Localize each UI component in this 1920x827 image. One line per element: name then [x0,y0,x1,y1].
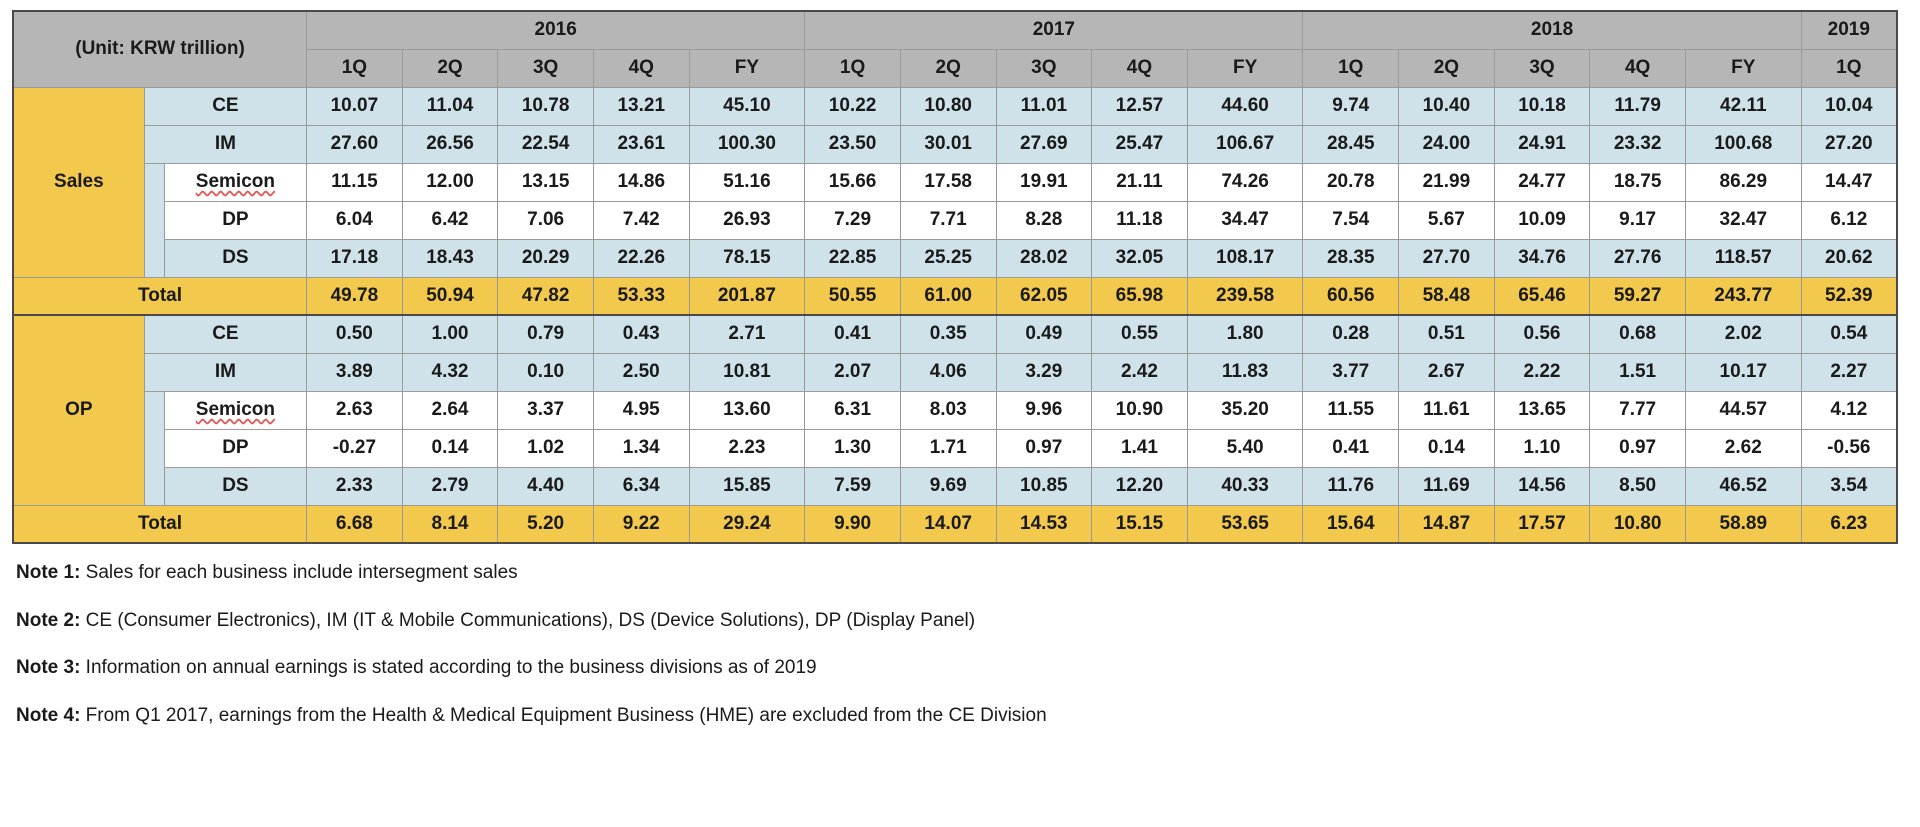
cell-op-im-2016-2q: 4.32 [402,353,498,391]
cell-sales-dp-2018-4q: 9.17 [1590,201,1686,239]
period-2016-4q: 4Q [593,49,689,87]
cell-op-total-2016-2q: 8.14 [402,505,498,543]
cell-sales-ce-2016-1q: 10.07 [307,87,403,125]
cell-op-total-2017-2q: 14.07 [900,505,996,543]
cell-sales-im-2016-fy: 100.30 [689,125,805,163]
cell-sales-semicon-2019-1q: 14.47 [1801,163,1897,201]
cell-sales-dp-2017-4q: 11.18 [1092,201,1188,239]
note-3-text: Information on annual earnings is stated according to the business divisions as of 2019 [80,657,817,679]
cell-sales-ce-2016-3q: 10.78 [498,87,594,125]
cell-op-total-2018-2q: 14.87 [1399,505,1495,543]
cell-op-im-2019-1q: 2.27 [1801,353,1897,391]
row-label-op-im: IM [144,353,306,391]
cell-op-dp-2018-2q: 0.14 [1399,429,1495,467]
cell-op-total-2019-1q: 6.23 [1801,505,1897,543]
cell-op-semicon-2016-3q: 3.37 [498,391,594,429]
cell-op-semicon-2017-1q: 6.31 [805,391,901,429]
cell-op-semicon-2016-4q: 4.95 [593,391,689,429]
cell-op-im-2017-1q: 2.07 [805,353,901,391]
cell-op-total-2016-1q: 6.68 [307,505,403,543]
cell-op-total-2018-1q: 15.64 [1303,505,1399,543]
cell-op-semicon-2018-fy: 44.57 [1685,391,1801,429]
cell-sales-ce-2017-1q: 10.22 [805,87,901,125]
cell-sales-total-2016-3q: 47.82 [498,277,594,315]
cell-sales-total-2017-2q: 61.00 [900,277,996,315]
note-4-label: Note 4: [16,704,81,726]
cell-sales-ce-2016-fy: 45.10 [689,87,805,125]
cell-op-ce-2017-4q: 0.55 [1092,315,1188,353]
cell-op-im-2017-3q: 3.29 [996,353,1092,391]
cell-op-dp-2019-1q: -0.56 [1801,429,1897,467]
cell-op-dp-2018-4q: 0.97 [1590,429,1686,467]
cell-sales-ds-2016-fy: 78.15 [689,239,805,277]
period-2018-1q: 1Q [1303,49,1399,87]
cell-op-semicon-2016-1q: 2.63 [307,391,403,429]
cell-op-ds-2016-2q: 2.79 [402,467,498,505]
row-label-sales-ce: CE [144,87,306,125]
cell-op-ce-2017-3q: 0.49 [996,315,1092,353]
note-1-label: Note 1: [16,562,81,583]
table-body [13,87,1897,543]
cell-sales-ds-2018-2q: 27.70 [1399,239,1495,277]
cell-sales-im-2018-3q: 24.91 [1494,125,1590,163]
cell-op-semicon-2018-4q: 7.77 [1590,391,1686,429]
cell-sales-semicon-2016-4q: 14.86 [593,163,689,201]
cell-op-im-2017-2q: 4.06 [900,353,996,391]
cell-op-ce-2017-2q: 0.35 [900,315,996,353]
period-2017-fy: FY [1187,49,1303,87]
cell-sales-total-2018-4q: 59.27 [1590,277,1686,315]
cell-sales-semicon-2018-fy: 86.29 [1685,163,1801,201]
cell-sales-semicon-2017-1q: 15.66 [805,163,901,201]
cell-op-im-2018-1q: 3.77 [1303,353,1399,391]
cell-op-ds-2016-fy: 15.85 [689,467,805,505]
cell-sales-ce-2018-4q: 11.79 [1590,87,1686,125]
cell-op-dp-2018-1q: 0.41 [1303,429,1399,467]
note-2 [16,608,1898,634]
cell-sales-total-2017-4q: 65.98 [1092,277,1188,315]
cell-op-im-2017-4q: 2.42 [1092,353,1188,391]
cell-sales-dp-2016-1q: 6.04 [307,201,403,239]
cell-op-total-2018-3q: 17.57 [1494,505,1590,543]
period-2017-3q: 3Q [996,49,1092,87]
table-row-total-sales [13,277,1897,315]
cell-sales-dp-2019-1q: 6.12 [1801,201,1897,239]
cell-op-semicon-2017-fy: 35.20 [1187,391,1303,429]
cell-sales-ce-2018-3q: 10.18 [1494,87,1590,125]
cell-sales-ce-2016-2q: 11.04 [402,87,498,125]
cell-sales-total-2019-1q: 52.39 [1801,277,1897,315]
cell-op-dp-2017-fy: 5.40 [1187,429,1303,467]
cell-op-total-2018-fy: 58.89 [1685,505,1801,543]
cell-sales-dp-2017-3q: 8.28 [996,201,1092,239]
cell-sales-ce-2017-4q: 12.57 [1092,87,1188,125]
cell-sales-ds-2017-fy: 108.17 [1187,239,1303,277]
cell-sales-dp-2016-2q: 6.42 [402,201,498,239]
cell-sales-total-2018-fy: 243.77 [1685,277,1801,315]
cell-sales-ds-2016-1q: 17.18 [307,239,403,277]
cell-op-dp-2016-2q: 0.14 [402,429,498,467]
cell-op-ds-2018-4q: 8.50 [1590,467,1686,505]
cell-op-semicon-2019-1q: 4.12 [1801,391,1897,429]
cell-sales-dp-2017-1q: 7.29 [805,201,901,239]
table-row [13,429,1897,467]
cell-op-semicon-2018-3q: 13.65 [1494,391,1590,429]
period-2017-2q: 2Q [900,49,996,87]
cell-sales-ce-2018-1q: 9.74 [1303,87,1399,125]
cell-op-dp-2017-1q: 1.30 [805,429,901,467]
cell-op-dp-2016-3q: 1.02 [498,429,594,467]
table-row-total-op [13,505,1897,543]
period-2018-2q: 2Q [1399,49,1495,87]
cell-sales-semicon-2017-3q: 19.91 [996,163,1092,201]
row-label-op-semicon: Semicon [164,391,306,429]
year-header-2016: 2016 [307,11,805,49]
table-row [13,315,1897,353]
cell-op-im-2018-3q: 2.22 [1494,353,1590,391]
note-2-label: Note 2: [16,609,81,631]
cell-sales-im-2016-1q: 27.60 [307,125,403,163]
section-label-op: OP [13,315,144,505]
row-label-op-dp: DP [164,429,306,467]
cell-op-total-2018-4q: 10.80 [1590,505,1686,543]
cell-op-ce-2018-2q: 0.51 [1399,315,1495,353]
cell-op-ce-2016-2q: 1.00 [402,315,498,353]
cell-sales-total-2016-1q: 49.78 [307,277,403,315]
cell-sales-ce-2016-4q: 13.21 [593,87,689,125]
cell-sales-im-2016-4q: 23.61 [593,125,689,163]
cell-sales-semicon-2018-1q: 20.78 [1303,163,1399,201]
period-2019-1q: 1Q [1801,49,1897,87]
cell-op-dp-2016-1q: -0.27 [307,429,403,467]
cell-sales-im-2018-1q: 28.45 [1303,125,1399,163]
cell-op-ds-2017-2q: 9.69 [900,467,996,505]
note-4 [16,703,1898,729]
cell-sales-im-2016-2q: 26.56 [402,125,498,163]
cell-sales-dp-2018-2q: 5.67 [1399,201,1495,239]
cell-op-im-2018-4q: 1.51 [1590,353,1686,391]
cell-op-total-2017-fy: 53.65 [1187,505,1303,543]
cell-op-im-2016-1q: 3.89 [307,353,403,391]
note-1-text: Sales for each business include intersegment sales [80,562,518,583]
table-row [13,353,1897,391]
note-4-text: From Q1 2017, earnings from the Health & Medical Equipment Business (HME) are excluded from the CE Division [80,704,1047,726]
cell-op-ce-2016-3q: 0.79 [498,315,594,353]
cell-sales-ds-2018-3q: 34.76 [1494,239,1590,277]
cell-op-im-2017-fy: 11.83 [1187,353,1303,391]
cell-op-semicon-2016-fy: 13.60 [689,391,805,429]
cell-sales-dp-2017-fy: 34.47 [1187,201,1303,239]
cell-sales-im-2017-1q: 23.50 [805,125,901,163]
cell-op-dp-2016-fy: 2.23 [689,429,805,467]
cell-sales-total-2018-2q: 58.48 [1399,277,1495,315]
cell-op-ds-2018-2q: 11.69 [1399,467,1495,505]
cell-sales-im-2017-4q: 25.47 [1092,125,1188,163]
cell-sales-im-2018-2q: 24.00 [1399,125,1495,163]
cell-op-ce-2017-1q: 0.41 [805,315,901,353]
cell-sales-dp-2018-fy: 32.47 [1685,201,1801,239]
cell-sales-ce-2017-3q: 11.01 [996,87,1092,125]
cell-sales-ds-2016-3q: 20.29 [498,239,594,277]
cell-sales-dp-2018-1q: 7.54 [1303,201,1399,239]
cell-op-ce-2018-1q: 0.28 [1303,315,1399,353]
table-header [13,11,1897,87]
cell-sales-dp-2016-4q: 7.42 [593,201,689,239]
cell-sales-semicon-2016-fy: 51.16 [689,163,805,201]
year-header-2018: 2018 [1303,11,1801,49]
cell-op-ce-2016-fy: 2.71 [689,315,805,353]
cell-op-ds-2018-fy: 46.52 [1685,467,1801,505]
cell-op-ce-2018-4q: 0.68 [1590,315,1686,353]
cell-op-ds-2017-fy: 40.33 [1187,467,1303,505]
cell-sales-im-2016-3q: 22.54 [498,125,594,163]
section-label-sales: Sales [13,87,144,277]
cell-sales-im-2017-3q: 27.69 [996,125,1092,163]
cell-sales-im-2019-1q: 27.20 [1801,125,1897,163]
cell-sales-semicon-2017-fy: 74.26 [1187,163,1303,201]
cell-sales-semicon-2017-4q: 21.11 [1092,163,1188,201]
note-2-text: CE (Consumer Electronics), IM (IT & Mobile Communications), DS (Device Solutions), DP (Display Panel) [80,609,976,631]
period-2017-4q: 4Q [1092,49,1188,87]
cell-sales-dp-2018-3q: 10.09 [1494,201,1590,239]
cell-op-ds-2017-3q: 10.85 [996,467,1092,505]
cell-op-ce-2019-1q: 0.54 [1801,315,1897,353]
cell-sales-ds-2016-2q: 18.43 [402,239,498,277]
cell-op-ce-2017-fy: 1.80 [1187,315,1303,353]
period-2016-1q: 1Q [307,49,403,87]
cell-sales-semicon-2016-3q: 13.15 [498,163,594,201]
row-label-sales-im: IM [144,125,306,163]
cell-op-dp-2017-3q: 0.97 [996,429,1092,467]
cell-op-total-2017-3q: 14.53 [996,505,1092,543]
cell-sales-total-2017-fy: 239.58 [1187,277,1303,315]
cell-sales-im-2018-4q: 23.32 [1590,125,1686,163]
cell-op-total-2017-1q: 9.90 [805,505,901,543]
cell-op-ds-2018-3q: 14.56 [1494,467,1590,505]
notes-section [12,560,1898,729]
cell-sales-im-2018-fy: 100.68 [1685,125,1801,163]
note-3-label: Note 3: [16,657,81,679]
cell-sales-ce-2018-2q: 10.40 [1399,87,1495,125]
cell-op-dp-2016-4q: 1.34 [593,429,689,467]
cell-sales-ds-2018-1q: 28.35 [1303,239,1399,277]
cell-sales-semicon-2016-2q: 12.00 [402,163,498,201]
cell-op-ds-2016-4q: 6.34 [593,467,689,505]
cell-sales-im-2017-2q: 30.01 [900,125,996,163]
cell-op-dp-2017-2q: 1.71 [900,429,996,467]
period-2017-1q: 1Q [805,49,901,87]
cell-sales-total-2017-3q: 62.05 [996,277,1092,315]
note-1 [16,560,1898,586]
row-label-op-ds: DS [164,467,306,505]
cell-op-semicon-2017-4q: 10.90 [1092,391,1188,429]
table-row [13,87,1897,125]
cell-op-ce-2016-1q: 0.50 [307,315,403,353]
period-2016-2q: 2Q [402,49,498,87]
ds-group-spacer [144,163,164,277]
cell-op-im-2016-3q: 0.10 [498,353,594,391]
cell-sales-dp-2016-3q: 7.06 [498,201,594,239]
cell-op-ds-2019-1q: 3.54 [1801,467,1897,505]
cell-sales-im-2017-fy: 106.67 [1187,125,1303,163]
row-label-op-total: Total [13,505,307,543]
cell-sales-ce-2017-fy: 44.60 [1187,87,1303,125]
cell-sales-total-2016-2q: 50.94 [402,277,498,315]
note-3 [16,655,1898,681]
cell-op-ce-2018-3q: 0.56 [1494,315,1590,353]
cell-op-semicon-2018-2q: 11.61 [1399,391,1495,429]
table-row [13,125,1897,163]
cell-op-ds-2016-3q: 4.40 [498,467,594,505]
cell-sales-ds-2017-2q: 25.25 [900,239,996,277]
cell-op-semicon-2016-2q: 2.64 [402,391,498,429]
cell-sales-total-2018-1q: 60.56 [1303,277,1399,315]
year-header-2019: 2019 [1801,11,1897,49]
header-row-years [13,11,1897,49]
cell-op-semicon-2017-2q: 8.03 [900,391,996,429]
cell-op-ce-2018-fy: 2.02 [1685,315,1801,353]
cell-sales-ce-2019-1q: 10.04 [1801,87,1897,125]
period-2018-fy: FY [1685,49,1801,87]
cell-sales-ds-2018-4q: 27.76 [1590,239,1686,277]
table-row [13,239,1897,277]
cell-op-dp-2018-3q: 1.10 [1494,429,1590,467]
cell-op-im-2018-fy: 10.17 [1685,353,1801,391]
cell-sales-ce-2017-2q: 10.80 [900,87,996,125]
cell-sales-dp-2016-fy: 26.93 [689,201,805,239]
ds-group-spacer-op [144,391,164,505]
cell-op-ds-2016-1q: 2.33 [307,467,403,505]
cell-op-semicon-2017-3q: 9.96 [996,391,1092,429]
cell-sales-semicon-2016-1q: 11.15 [307,163,403,201]
cell-op-semicon-2018-1q: 11.55 [1303,391,1399,429]
cell-sales-semicon-2018-2q: 21.99 [1399,163,1495,201]
period-2016-3q: 3Q [498,49,594,87]
cell-sales-ds-2018-fy: 118.57 [1685,239,1801,277]
cell-op-total-2016-fy: 29.24 [689,505,805,543]
cell-op-total-2017-4q: 15.15 [1092,505,1188,543]
cell-op-dp-2018-fy: 2.62 [1685,429,1801,467]
cell-op-total-2016-4q: 9.22 [593,505,689,543]
cell-sales-ce-2018-fy: 42.11 [1685,87,1801,125]
quarterly-earnings-table [12,10,1898,544]
cell-op-ds-2017-1q: 7.59 [805,467,901,505]
table-row [13,201,1897,239]
cell-sales-dp-2017-2q: 7.71 [900,201,996,239]
cell-sales-semicon-2018-4q: 18.75 [1590,163,1686,201]
cell-sales-semicon-2018-3q: 24.77 [1494,163,1590,201]
table-row [13,163,1897,201]
row-label-sales-ds: DS [164,239,306,277]
cell-op-ds-2018-1q: 11.76 [1303,467,1399,505]
cell-sales-total-2016-4q: 53.33 [593,277,689,315]
cell-op-dp-2017-4q: 1.41 [1092,429,1188,467]
cell-sales-ds-2019-1q: 20.62 [1801,239,1897,277]
table-row [13,467,1897,505]
row-label-sales-dp: DP [164,201,306,239]
cell-sales-total-2016-fy: 201.87 [689,277,805,315]
cell-op-im-2018-2q: 2.67 [1399,353,1495,391]
cell-op-ce-2016-4q: 0.43 [593,315,689,353]
table-row [13,391,1897,429]
cell-op-im-2016-4q: 2.50 [593,353,689,391]
cell-sales-total-2018-3q: 65.46 [1494,277,1590,315]
cell-sales-ds-2016-4q: 22.26 [593,239,689,277]
row-label-op-ce: CE [144,315,306,353]
row-label-sales-total: Total [13,277,307,315]
cell-op-ds-2017-4q: 12.20 [1092,467,1188,505]
cell-sales-total-2017-1q: 50.55 [805,277,901,315]
year-header-2017: 2017 [805,11,1303,49]
unit-label: (Unit: KRW trillion) [13,11,307,87]
cell-op-im-2016-fy: 10.81 [689,353,805,391]
cell-sales-semicon-2017-2q: 17.58 [900,163,996,201]
cell-sales-ds-2017-4q: 32.05 [1092,239,1188,277]
cell-op-total-2016-3q: 5.20 [498,505,594,543]
cell-sales-ds-2017-1q: 22.85 [805,239,901,277]
period-2018-3q: 3Q [1494,49,1590,87]
cell-sales-ds-2017-3q: 28.02 [996,239,1092,277]
row-label-sales-semicon: Semicon [164,163,306,201]
period-2016-fy: FY [689,49,805,87]
period-2018-4q: 4Q [1590,49,1686,87]
